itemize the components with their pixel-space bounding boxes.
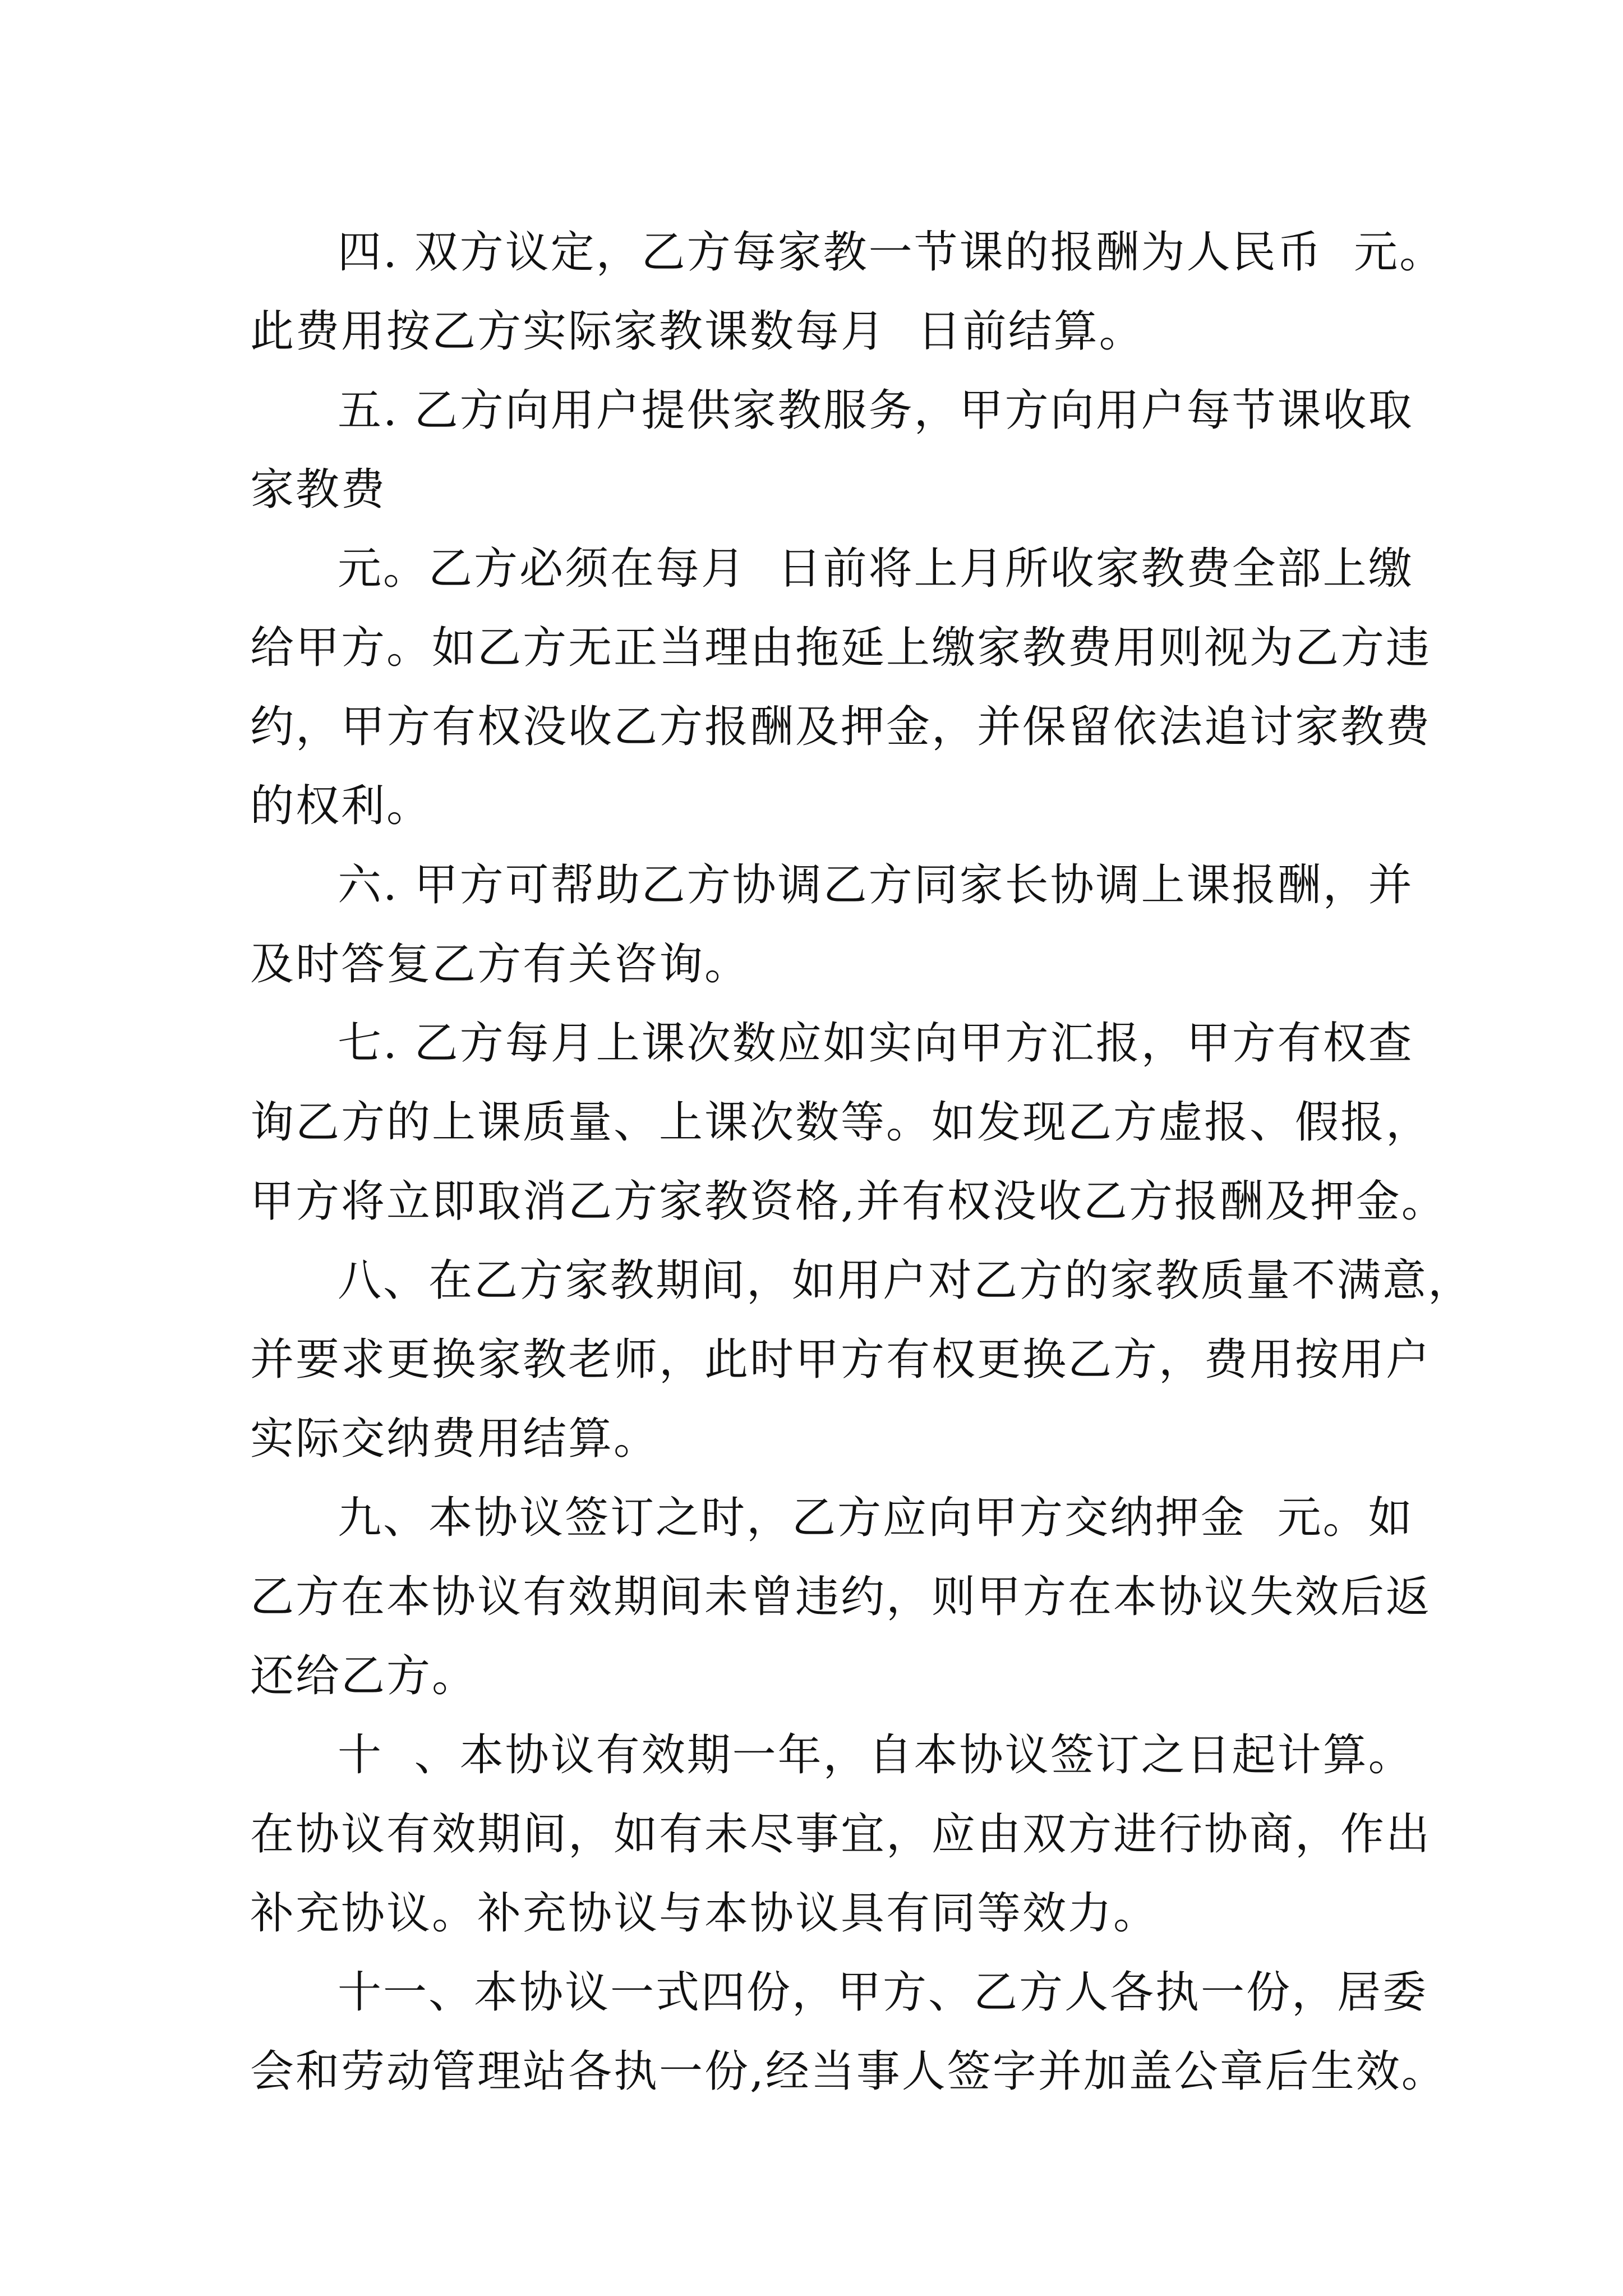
text-line: 实际交纳费用结算。 bbox=[250, 1414, 660, 1464]
clause-5-continued bbox=[250, 530, 1432, 846]
text-line: 此费用按乙方实际家教课数每月 日前结算。 bbox=[250, 306, 1145, 357]
text-line: 在协议有效期间，如有未尽事宜，应由双方进行协商，作出 bbox=[250, 1809, 1432, 1860]
clause-10 bbox=[250, 1716, 1432, 1953]
clause-11 bbox=[250, 1953, 1447, 2111]
text-line: 四. 双方议定，乙方每家教一节课的报酬为人民币 元。 bbox=[338, 227, 1445, 278]
text-line: 八、在乙方家教期间，如用户对乙方的家教质量不满意， bbox=[338, 1255, 1474, 1306]
text-line: 的权利。 bbox=[250, 781, 432, 831]
clause-4 bbox=[250, 213, 1445, 371]
text-line: 并要求更换家教老师，此时甲方有权更换乙方，费用按用户 bbox=[250, 1335, 1432, 1385]
text-line: 询乙方的上课质量、上课次数等。如发现乙方虚报、假报， bbox=[250, 1097, 1432, 1148]
text-line: 元。乙方必须在每月 日前将上月所收家教费全部上缴 bbox=[338, 544, 1414, 594]
text-line: 甲方将立即取消乙方家教资格,并有权没收乙方报酬及押金。 bbox=[250, 1176, 1447, 1227]
text-line: 六. 甲方可帮助乙方协调乙方同家长协调上课报酬，并 bbox=[338, 860, 1414, 910]
text-line: 约，甲方有权没收乙方报酬及押金，并保留依法追讨家教费 bbox=[250, 702, 1432, 752]
text-line: 七. 乙方每月上课次数应如实向甲方汇报，甲方有权查 bbox=[338, 1018, 1414, 1069]
document-body bbox=[250, 213, 1474, 2111]
clause-7 bbox=[250, 1004, 1447, 1241]
clause-5 bbox=[250, 371, 1414, 530]
clause-6 bbox=[250, 846, 1414, 1004]
text-line: 十一、本协议一式四份，甲方、乙方人各执一份，居委 bbox=[338, 1967, 1428, 2018]
clause-9 bbox=[250, 1479, 1432, 1716]
text-line: 还给乙方。 bbox=[250, 1651, 478, 1701]
text-line: 会和劳动管理站各执一份,经当事人签字并加盖公章后生效。 bbox=[250, 2046, 1447, 2097]
text-line: 家教费 bbox=[250, 464, 387, 515]
text-line: 五. 乙方向用户提供家教服务，甲方向用户每节课收取 bbox=[338, 385, 1414, 436]
text-line: 乙方在本协议有效期间未曾违约，则甲方在本协议失效后返 bbox=[250, 1572, 1432, 1622]
clause-8 bbox=[250, 1241, 1474, 1479]
text-line: 及时答复乙方有关咨询。 bbox=[250, 939, 750, 990]
text-line: 给甲方。如乙方无正当理由拖延上缴家教费用则视为乙方违 bbox=[250, 623, 1432, 673]
text-line: 十 、本协议有效期一年，自本协议签订之日起计算。 bbox=[338, 1730, 1414, 1780]
text-line: 补充协议。补充协议与本协议具有同等效力。 bbox=[250, 1888, 1159, 1939]
text-line: 九、本协议签订之时，乙方应向甲方交纳押金 元。如 bbox=[338, 1493, 1414, 1543]
